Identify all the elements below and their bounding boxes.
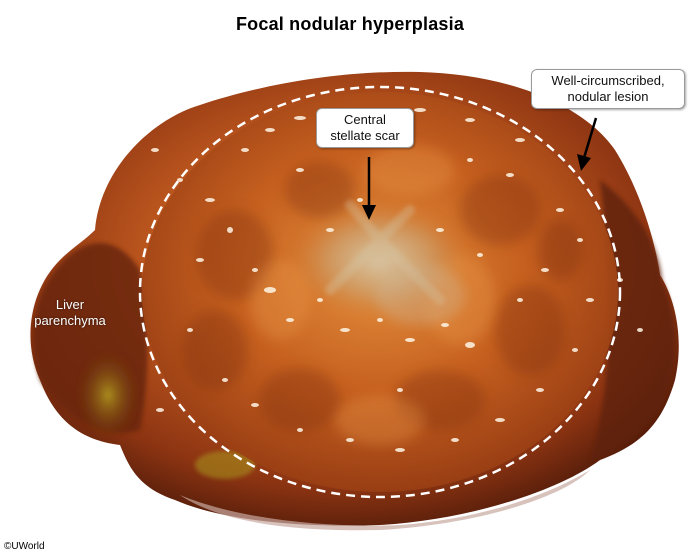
lesion-label-line1: Well-circumscribed, [551, 73, 665, 88]
parenchyma-label [18, 297, 122, 329]
figure-title: Focal nodular hyperplasia [235, 14, 465, 34]
parenchyma-label-line2: parenchyma [34, 313, 106, 328]
copyright-notice: ©UWorld [4, 541, 45, 552]
lesion-label-line2: nodular lesion [567, 89, 649, 104]
central-scar-label-line1: Central [344, 112, 386, 127]
central-scar-callout [316, 108, 414, 148]
lesion-callout [531, 69, 685, 109]
central-scar-label-line2: stellate scar [330, 128, 400, 143]
parenchyma-label-line1: Liver [55, 297, 85, 312]
